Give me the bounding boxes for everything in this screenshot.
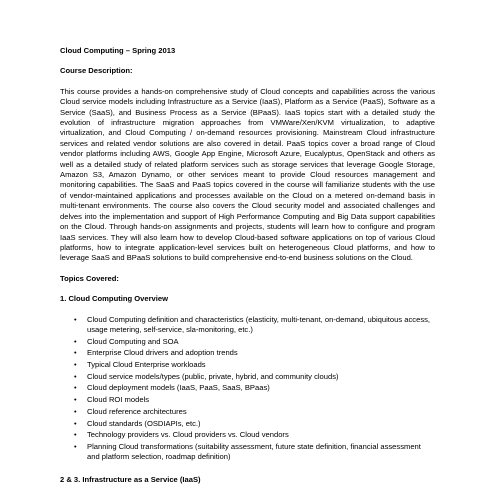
list-item — [60, 383, 435, 393]
list-item-text: Cloud Computing and SOA — [87, 336, 179, 346]
list-item-text: Cloud deployment models (IaaS, PaaS, SaaS, BPaas) — [87, 383, 270, 393]
bullet-icon: • — [74, 336, 77, 346]
list-item — [60, 395, 435, 405]
list-item — [60, 419, 435, 429]
bullet-icon: • — [74, 314, 77, 324]
list-item — [60, 372, 435, 382]
section-2-3-heading: 2 & 3. Infrastructure as a Service (IaaS) — [60, 474, 201, 484]
list-item-text: Cloud standards (OSDIAPIs, etc.) — [87, 418, 201, 428]
list-item-text: Cloud reference architectures — [87, 406, 187, 416]
list-item — [60, 315, 435, 336]
list-item — [60, 442, 435, 463]
section-1-heading: 1. Cloud Computing Overview — [60, 294, 169, 304]
list-item-text: Technology providers vs. Cloud providers vs. Cloud vendors — [87, 430, 289, 440]
list-item-text: Cloud ROI models — [87, 395, 150, 405]
list-item-text: Typical Cloud Enterprise workloads — [87, 360, 206, 370]
list-item-text: Planning Cloud transformations (suitability assessment, future state definition, financial assessment and platform selection, roadmap definition) — [87, 441, 421, 462]
list-item — [60, 348, 435, 358]
bullet-icon: • — [74, 360, 77, 370]
list-item-text: Enterprise Cloud drivers and adoption trends — [87, 348, 238, 358]
bullet-icon: • — [74, 406, 77, 416]
topics-covered-heading: Topics Covered: — [60, 273, 119, 283]
section-1-topic-list — [60, 315, 435, 463]
bullet-icon: • — [74, 395, 77, 405]
document-title: Cloud Computing – Spring 2013 — [60, 46, 176, 55]
list-item — [60, 337, 435, 347]
list-item-text: Cloud Computing definition and characteristics (elasticity, multi-tenant, on-demand, ubiquitous access, usage metering, self-service, sla-monitoring, etc.) — [87, 314, 431, 334]
list-item-text: Cloud service models/types (public, private, hybrid, and community clouds) — [87, 371, 339, 381]
course-description-heading: Course Description: — [60, 66, 133, 76]
course-description-paragraph: This course provides a hands-on comprehensive study of Cloud concepts and capabilities across the various Cloud service models including Infrastructure as a Service (IaaS), Platform as a Service (PaaS), Software as a Service (SaaS), and Business Process as a Service (BPaaS). IaaS topics start with a detailed study the evolution of infrastructure migration approaches from VMWare/Xen/KVM virtualization, to adaptive virtualization, and Cloud Computing / on-demand resources provisioning. Mainstream Cloud infrastructure services and related vendor solutions are also covered in detail. PaaS topics cover a broad range of Cloud vendor platforms including AWS, Google App Engine, Microsoft Azure, Eucalyptus, OpenStack and others as well as a detailed study of related platform services such as storage services that leverage Google Storage, Amazon S3, Amazon Dynamo, or other services meant to provide Cloud resources management and monitoring capabilities. The SaaS and PaaS topics covered in the course will familiarize students with the use of vendor-maintained applications and processes available on the Cloud on a metered on-demand basis in multi-tenant environments. The course also covers the Cloud security model and associated challenges and delves into the implementation and support of High Performance Computing and Big Data support capabilities on the Cloud. Through hands-on assignments and projects, students will learn how to configure and program IaaS services. They will also learn how to develop Cloud-based software applications on top of various Cloud platforms, how to integrate application-level services built on heterogeneous Cloud platforms, and how to leverage SaaS and BPaaS solutions to build comprehensive end-to-end business solutions on the Cloud. — [60, 86, 435, 263]
list-item — [60, 430, 435, 440]
bullet-icon: • — [74, 371, 77, 381]
bullet-icon: • — [74, 441, 77, 451]
list-item — [60, 407, 435, 417]
bullet-icon: • — [74, 348, 77, 358]
bullet-icon: • — [74, 430, 77, 440]
list-item — [60, 360, 435, 370]
bullet-icon: • — [74, 418, 77, 428]
bullet-icon: • — [74, 383, 77, 393]
